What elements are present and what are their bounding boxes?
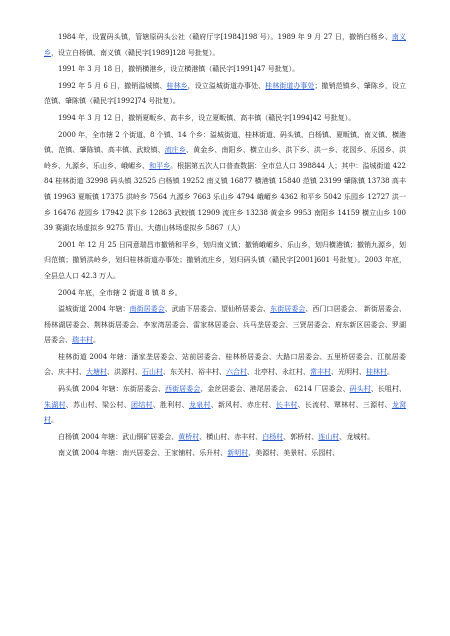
text-run: 、长流村、覃林村、三源村、 <box>297 400 392 409</box>
hyperlink[interactable]: 白杨村 <box>262 432 284 441</box>
text-run: 、郭桥村、 <box>283 432 319 441</box>
hyperlink[interactable]: 东街居委会 <box>270 305 306 314</box>
hyperlink[interactable]: 桂林乡 <box>166 81 188 90</box>
paragraph <box>44 446 406 462</box>
hyperlink[interactable]: 常丰村 <box>310 368 331 377</box>
hyperlink[interactable]: 西街居委会 <box>165 385 201 394</box>
text-run: ；撤销范镇乡、肇陈乡，设立范镇、肇陈镇（赣民字[1992]74 号批复）。 <box>44 81 407 106</box>
hyperlink[interactable]: 瑞丰村 <box>72 336 93 345</box>
text-run: 桂林街道 2004 年辖：潘家垄居委会、站前居委会、桂林桥居委会、大路口居委会、五里桥居委会、江航居委会、庆丰村、 <box>44 352 406 377</box>
paragraph <box>44 238 406 285</box>
hyperlink[interactable]: 大塘村 <box>86 368 107 377</box>
text-run: 溢城街道 2004 年辖： <box>58 305 130 314</box>
text-run: 。 <box>51 416 58 425</box>
hyperlink[interactable]: 龙窝村 <box>44 400 407 425</box>
text-run: 、胜利村、 <box>152 400 189 409</box>
hyperlink[interactable]: 六合村 <box>226 368 247 377</box>
paragraph <box>44 128 406 237</box>
hyperlink[interactable]: 桂林街道办事处 <box>265 81 315 90</box>
text-run: 2000 年，全市辖 2 个街道、8 个镇、14 个乡：溢城街道、桂林街道、码头镇、白杨镇、夏畈镇、南义镇、横港镇、范镇、肇陈镇、高丰镇、武蛟镇、 <box>44 130 406 155</box>
text-run: 。 <box>387 368 394 377</box>
text-run: 。根据第五次人口普查数据：全市总人口 398844 人；其中：溢城街道 42284 桂林街道 32998 码头镇 32525 白杨镇 19252 南义镇 16877 横港镇 15840 范镇 23199 肇陈镇 13738 高丰镇 19963 夏畈镇 17375 洪岭乡 7564 九源乡 7663 乐山乡 4794 峨嵋乡 4362 和平乡 5042 乐园乡 12727 洪一乡 16476 花园乡 17942 洪下乡 12863 武蛟镇 12909 流庄乡 13238 黄金乡 9953 南阳乡 14159 横立山乡 10039 赛湖农场虚拟乡 9275 青山、大德山林场虚拟乡 5867（人） <box>44 161 406 233</box>
text-run: 1984 年，设置码头镇，管辖原码头公社（赣府厅字[1984]198 号）。1989 年 9 月 27 日，撤销白杨乡、 <box>58 33 392 41</box>
hyperlink[interactable]: 朱湖村 <box>44 400 66 409</box>
text-run: 1994 年 3 月 12 日，撤销夏畈乡、高丰乡，设立夏畈镇、高丰镇（赣民字[1994]42 号批复）。 <box>58 113 356 122</box>
text-run: 南义镇 2004 年辖：南兴居委会、王家铺村、乐升村、 <box>58 449 228 458</box>
text-run: 。 <box>93 336 100 345</box>
text-run: 1992 年 5 月 6 日，撤销溢城镇、 <box>58 81 167 90</box>
text-run: 、长咀村、 <box>370 385 407 394</box>
text-run: 、西门口居委会、 新街居委会、杨林湖居委会、荆林街居委会、李家湾居委会、雷家林居委会、兵马垄居委会、三贤居委会、府东新区居委会、罗湖居委会、 <box>44 305 406 345</box>
hyperlink[interactable]: 龙泉村 <box>188 400 211 409</box>
hyperlink[interactable]: 石山村 <box>142 368 163 377</box>
hyperlink[interactable]: 南街居委会 <box>129 305 165 314</box>
hyperlink[interactable]: 新明村 <box>227 449 249 458</box>
text-run: 码头镇 2004 年辖：东街居委会、 <box>58 385 166 394</box>
text-run: 、新风村、赤庄村、 <box>210 400 276 409</box>
hyperlink[interactable]: 连山村 <box>318 432 340 441</box>
hyperlink[interactable]: 团结村 <box>130 400 153 409</box>
text-run: 、光明村、 <box>331 368 366 377</box>
text-run: 、黄金乡、南阳乡、横立山乡、洪下乡、洪一乡、花园乡、乐园乡、洪岭乡、九源乡、乐山乡、峨嵋乡、 <box>44 146 407 170</box>
text-run: 1991 年 3 月 18 日，撤销横港乡，设立横港镇（赣民字[1991]47 号批复）。 <box>58 65 300 74</box>
paragraph <box>44 430 406 446</box>
hyperlink[interactable]: 和平乡 <box>149 161 171 170</box>
text-run: 、东关村、裕丰村、 <box>163 368 226 377</box>
text-run: 、洪源村、 <box>107 368 142 377</box>
text-run: 、北亭村、永红村、 <box>247 368 310 377</box>
hyperlink[interactable]: 码头村 <box>349 385 371 394</box>
paragraph <box>44 382 406 429</box>
hyperlink[interactable]: 流庄乡 <box>164 146 187 155</box>
paragraph <box>44 30 406 61</box>
paragraph <box>44 79 406 110</box>
paragraph <box>44 350 406 381</box>
hyperlink[interactable]: 桂林村 <box>366 368 387 377</box>
paragraph <box>44 286 406 302</box>
text-run: 、龙城村。 <box>339 432 375 441</box>
text-run: 2001 年 12 月 25 日同意瑞昌市撤销和平乡，划归南义镇；撤销峨嵋乡、乐山乡，划归横港镇；撤销九源乡，划归范镇；撤销洪岭乡，划归桂林街道办事处；撤销流庄乡，划归码头镇（赣民字[2001]601 号批复）。2003 年底，全县总人口 42.3 万人。 <box>44 240 406 280</box>
text-run: ，设立白杨镇、南义镇（赣民字[1989]128 号批复）。 <box>51 48 220 57</box>
paragraph <box>44 62 406 78</box>
text-run: 、金丝居委会、港尾居委会、 6214 厂居委会、 <box>200 385 350 394</box>
text-run: ，设立溢城街道办事处、 <box>187 81 266 90</box>
hyperlink[interactable]: 黄桥村 <box>178 432 200 441</box>
text-run: 2004 年底，全市辖 2 街道 8 镇 8 乡。 <box>58 288 182 297</box>
text-run: 、苏山村、梁公村、 <box>65 400 131 409</box>
hyperlink[interactable]: 南义乡 <box>44 33 407 57</box>
paragraph <box>44 302 406 349</box>
paragraph <box>44 111 406 127</box>
text-run: 、武庙下居委会、望仙桥居委会、 <box>164 305 271 314</box>
hyperlink[interactable]: 长丰村 <box>275 400 298 409</box>
text-run: 、横山村、赤丰村、 <box>199 432 263 441</box>
text-run: 、美源村、美景村、乐园村、 <box>248 449 340 458</box>
text-run: 白杨镇 2004 年辖：武山铜矿居委会、 <box>58 432 179 441</box>
